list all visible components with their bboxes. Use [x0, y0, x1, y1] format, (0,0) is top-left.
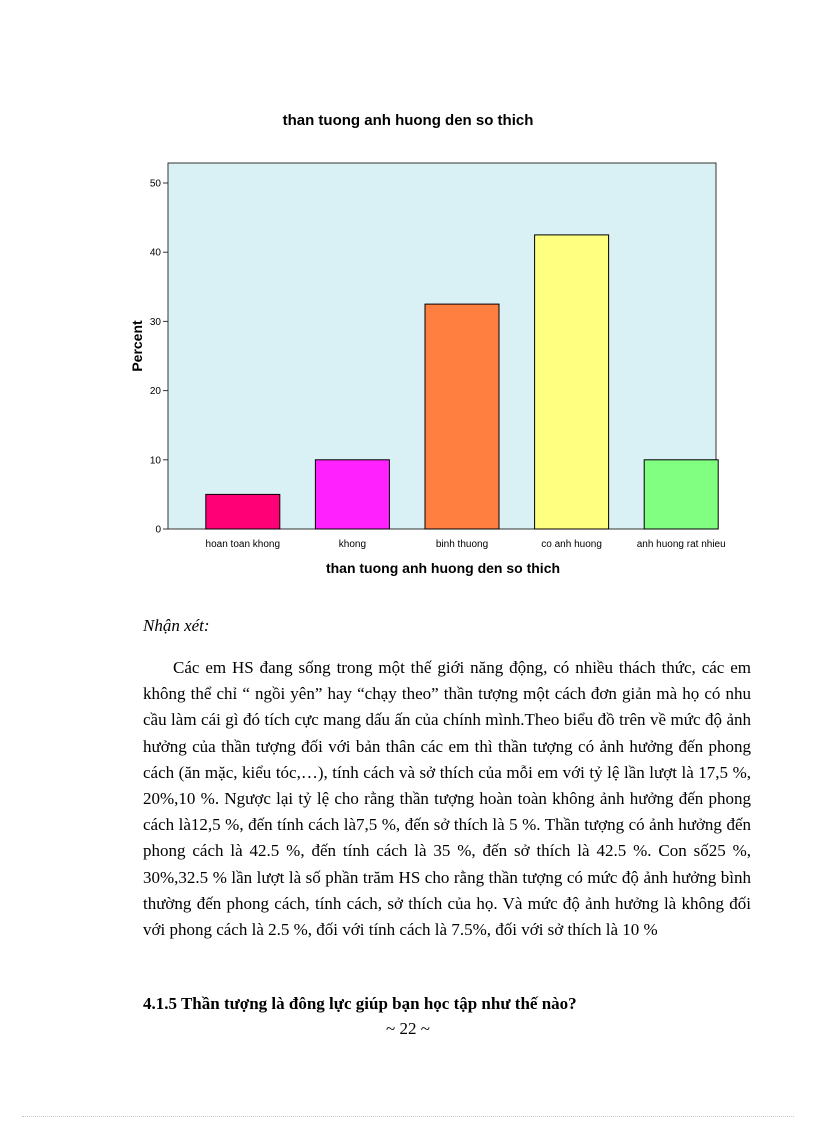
y-axis-title: Percent	[129, 320, 145, 372]
x-category-label: anh huong rat nhieu	[636, 539, 726, 550]
y-tick-label: 10	[149, 455, 161, 467]
comment-heading: Nhận xét:	[143, 616, 210, 635]
y-tick-label: 0	[155, 524, 161, 536]
y-tick-label: 50	[149, 178, 161, 190]
bar-anh-huong-rat-nhieu	[644, 460, 718, 529]
x-category-label: khong	[338, 539, 367, 550]
y-tick-label: 40	[149, 247, 161, 259]
x-axis-title: than tuong anh huong den so thich	[325, 560, 561, 576]
x-category-label: hoan toan khong	[205, 539, 281, 550]
x-labels	[206, 539, 726, 550]
bar-co-anh-huong	[535, 235, 609, 529]
y-tick-label: 30	[149, 316, 161, 328]
page-border	[22, 1116, 794, 1117]
y-ticks	[150, 179, 168, 536]
body-paragraph: Các em HS đang sống trong một thế giới năng động, có nhiều thách thức, các em không thể chỉ “ ngồi yên” hay “chạy theo” thần tượng một cách đơn giản mà họ có nhu cầu làm cái gì đó tích cực mang dấu ấn của chính mình.Theo biểu đồ trên về mức độ ảnh hưởng của thần tượng đối với bản thân các em thì thần tượng có ảnh hưởng đến phong cách (ăn mặc, kiểu tóc,…), tính cách và sở thích của mỗi em với tỷ lệ lần lượt là 17,5 %, 20%,10 %. Ngược lại tỷ lệ cho rằng thần tượng hoàn toàn không ảnh hưởng đến phong cách là12,5 %, đến tính cách là7,5 %, đến sở thích là 5 %. Thần tượng có ảnh hưởng đến phong cách là 42.5 %, đến tính cách là 35 %, đến sở thích là 42.5 %. Con số25 %, 30%,32.5 % lần lượt là số phần trăm HS cho rằng thần tượng có mức độ ảnh hưởng bình thường đến phong cách, tính cách, sở thích của họ. Và mức độ ảnh hưởng là không đối với phong cách là 2.5 %, đối với tính cách là 7.5%, đối với sở thích là 10 %	[143, 658, 751, 940]
chart-title: than tuong anh huong den so thich	[282, 112, 534, 129]
x-category-label: binh thuong	[435, 539, 489, 550]
x-category-label: co anh huong	[541, 539, 602, 550]
y-tick-label: 20	[149, 386, 161, 398]
page-number: ~ 22 ~	[386, 1019, 430, 1038]
bar-khong	[315, 460, 389, 529]
bar-hoan-toan-khong	[206, 494, 280, 529]
bar-binh-thuong	[425, 304, 499, 529]
section-heading: 4.1.5 Thần tượng là đông lực giúp bạn học tập như thế nào?	[143, 994, 577, 1013]
